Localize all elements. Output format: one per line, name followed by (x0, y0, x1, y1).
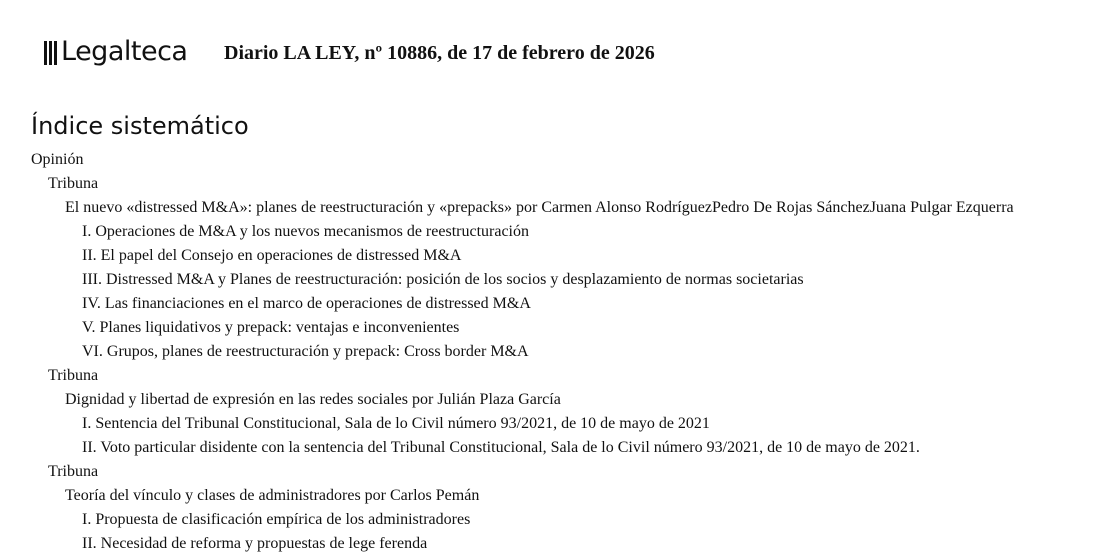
toc-article-link[interactable]: El nuevo «distressed M&A»: planes de reestructuración y «prepacks» por Carmen Alonso RodríguezPedro De Rojas SánchezJuana Pulgar Ezquerra (65, 199, 1014, 216)
toc-subitem-link[interactable]: II. Voto particular disidente con la sentencia del Tribunal Constitucional, Sala de lo Civil número 93/2021, de 10 de mayo de 2021. (82, 439, 920, 456)
toc-subitem-link[interactable]: VI. Grupos, planes de reestructuración y prepack: Cross border M&A (82, 343, 529, 360)
header (44, 34, 1084, 74)
toc-subitem-link[interactable]: V. Planes liquidativos y prepack: ventajas e inconvenientes (82, 319, 460, 336)
table-of-contents (31, 148, 1108, 556)
toc-subitem-link[interactable]: I. Operaciones de M&A y los nuevos mecanismos de reestructuración (82, 223, 529, 240)
toc-subitem-link[interactable]: I. Sentencia del Tribunal Constitucional, Sala de lo Civil número 93/2021, de 10 de mayo de 2021 (82, 415, 710, 432)
toc-tribuna-label[interactable]: Tribuna (48, 463, 99, 480)
page-title: Índice sistemático (31, 112, 249, 140)
toc-subitem-link[interactable]: IV. Las financiaciones en el marco de operaciones de distressed M&A (82, 295, 531, 312)
toc-tribuna-label[interactable]: Tribuna (48, 175, 99, 192)
issue-title: Diario LA LEY, nº 10886, de 17 de febrero de 2026 (224, 42, 655, 64)
toc-article-link[interactable]: Teoría del vínculo y clases de administradores por Carlos Pemán (65, 487, 480, 504)
logo-text: Legalteca (61, 36, 188, 67)
logo-bars-icon (44, 39, 59, 65)
toc-tribuna-label[interactable]: Tribuna (48, 367, 99, 384)
toc-subitem-link[interactable]: II. Necesidad de reforma y propuestas de lege ferenda (82, 535, 428, 552)
legalteca-logo[interactable] (44, 34, 187, 70)
toc-subitem-link[interactable]: II. El papel del Consejo en operaciones de distressed M&A (82, 247, 462, 264)
toc-subitem-link[interactable]: I. Propuesta de clasificación empírica de los administradores (82, 511, 471, 528)
toc-article-link[interactable]: Dignidad y libertad de expresión en las redes sociales por Julián Plaza García (65, 391, 561, 408)
toc-section[interactable]: Opinión (31, 151, 84, 168)
toc-subitem-link[interactable]: III. Distressed M&A y Planes de reestructuración: posición de los socios y desplazamiento de normas societarias (82, 271, 804, 288)
